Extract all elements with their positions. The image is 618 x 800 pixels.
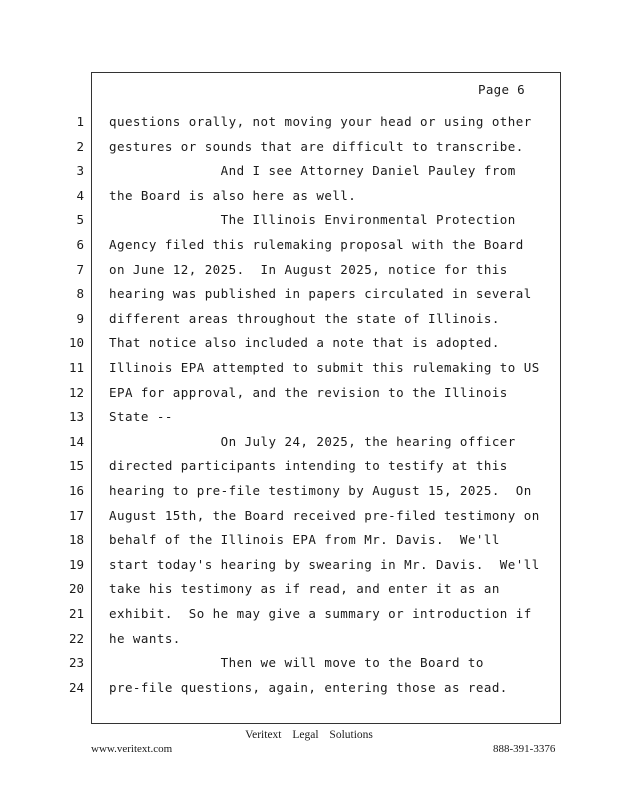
line-text: behalf of the Illinois EPA from Mr. Davis. We'll [109,532,500,547]
line-text: questions orally, not moving your head or using other [109,114,532,129]
line-text: pre-file questions, again, entering those as read. [109,680,508,695]
line-text: EPA for approval, and the revision to the Illinois [109,385,508,400]
line-number: 22 [68,631,84,646]
footer-phone: 888-391-3376 [493,743,556,755]
line-text: hearing to pre-file testimony by August 15, 2025. On [109,483,532,498]
line-text: gestures or sounds that are difficult to transcribe. [109,139,524,154]
line-text: directed participants intending to testify at this [109,458,508,473]
line-text: State -- [109,409,173,424]
line-text: he wants. [109,631,181,646]
line-number: 7 [76,262,84,277]
line-text: start today's hearing by swearing in Mr. Davis. We'll [109,557,540,572]
footer-company-name: Veritext Legal Solutions [245,729,373,741]
line-number: 17 [68,508,84,523]
line-text: Agency filed this rulemaking proposal with the Board [109,237,524,252]
line-text: And I see Attorney Daniel Pauley from [109,163,516,178]
line-number: 23 [68,655,84,670]
line-number: 20 [68,581,84,596]
line-number: 15 [68,458,84,473]
line-text: That notice also included a note that is adopted. [109,335,500,350]
line-number: 18 [68,532,84,547]
line-number: 13 [68,409,84,424]
line-number: 9 [76,311,84,326]
line-text: Then we will move to the Board to [109,655,484,670]
line-text: August 15th, the Board received pre-filed testimony on [109,508,540,523]
footer-website: www.veritext.com [91,743,173,755]
line-number: 6 [76,237,84,252]
line-text: The Illinois Environmental Protection [109,212,516,227]
line-number: 24 [68,680,84,695]
line-number: 21 [68,606,84,621]
line-number: 11 [68,360,84,375]
line-number: 4 [76,188,84,203]
line-text: Illinois EPA attempted to submit this rulemaking to US [109,360,540,375]
line-number: 16 [68,483,84,498]
page-number: Page 6 [478,82,525,97]
line-number: 19 [68,557,84,572]
line-text: hearing was published in papers circulated in several [109,286,532,301]
line-text: take his testimony as if read, and enter it as an [109,581,500,596]
line-number: 5 [76,212,84,227]
line-text: the Board is also here as well. [109,188,357,203]
line-number: 12 [68,385,84,400]
line-number: 14 [68,434,84,449]
line-number: 8 [76,286,84,301]
line-text: exhibit. So he may give a summary or introduction if [109,606,532,621]
line-number: 2 [76,139,84,154]
line-number: 1 [76,114,84,129]
line-text: On July 24, 2025, the hearing officer [109,434,516,449]
line-text: on June 12, 2025. In August 2025, notice for this [109,262,508,277]
line-number: 10 [68,335,84,350]
line-number: 3 [76,163,84,178]
line-text: different areas throughout the state of Illinois. [109,311,500,326]
